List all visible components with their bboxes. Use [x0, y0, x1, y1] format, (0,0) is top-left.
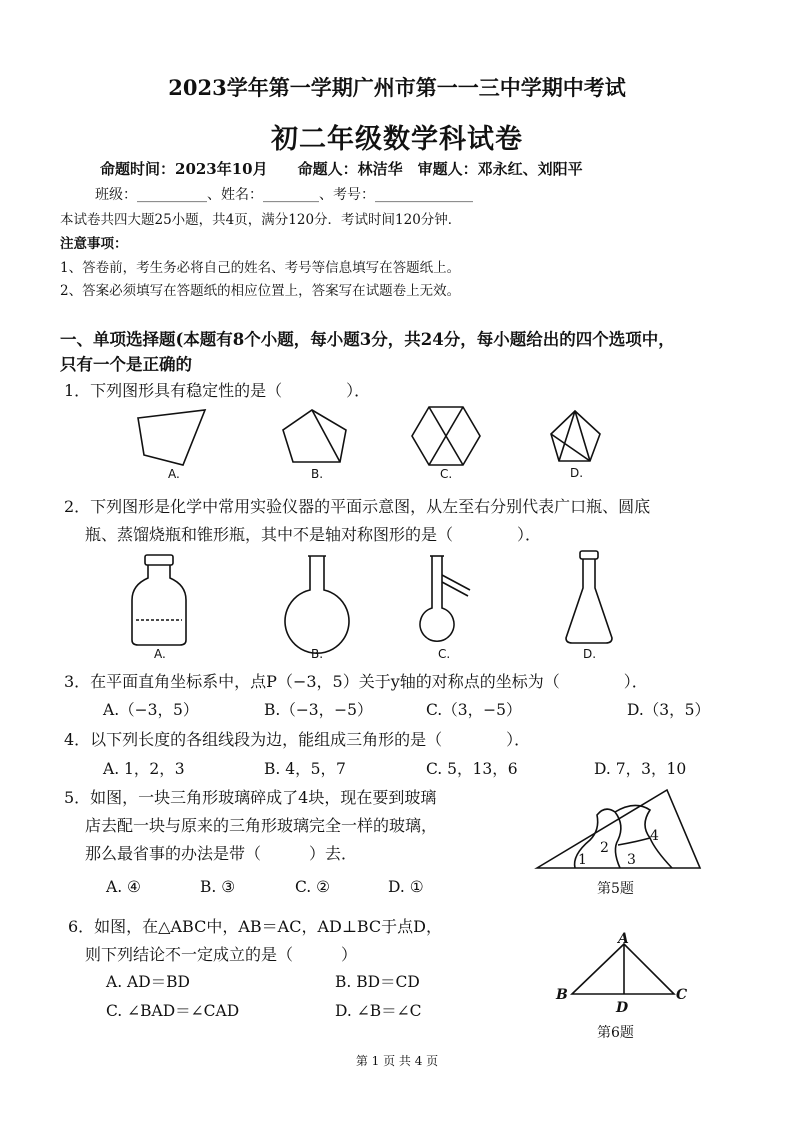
q5-stem-line3: 那么最省事的办法是带（ ）去．	[85, 844, 358, 863]
q5-option-b: B. ③	[200, 878, 236, 896]
q5-stem-line1: 5．如图，一块三角形玻璃碎成了4块，现在要到玻璃	[64, 788, 437, 807]
q1-stem: 1．下列图形具有稳定性的是（ ）．	[64, 381, 371, 400]
q4-option-d: D. 7，3，10	[594, 760, 687, 778]
q2-label-d: D.	[583, 647, 597, 661]
q6-point-b: B	[556, 987, 568, 1003]
notice-title: 注意事项：	[60, 236, 128, 252]
exam-subtitle: 初二年级数学科试卷	[271, 124, 523, 155]
q5-stem-line2: 店去配一块与原来的三角形玻璃完全一样的玻璃，	[85, 816, 438, 835]
q3-option-d: D.（3，5）	[627, 701, 711, 719]
q6-option-d: D. ∠B＝∠C	[335, 1002, 422, 1020]
notice-item-1: 1、答卷前，考生务必将自己的姓名、考号等信息填写在答题纸上。	[60, 260, 461, 276]
q6-option-c: C. ∠BAD＝∠CAD	[106, 1002, 240, 1020]
q6-point-c: C	[676, 987, 688, 1003]
q4-stem: 4．以下列长度的各组线段为边，能组成三角形的是（ ）．	[64, 730, 531, 749]
q5-option-a: A. ④	[106, 878, 141, 896]
q2-label-c: C.	[438, 647, 451, 661]
exam-title: 2023学年第一学期广州市第一一三中学期中考试	[168, 75, 626, 100]
q6-option-b: B. BD＝CD	[335, 973, 420, 991]
notice-item-2: 2、答案必须填写在答题纸的相应位置上，答案写在试题卷上无效。	[60, 283, 461, 299]
q5-piece-label-2: 2	[600, 840, 609, 856]
exam-info-line: 本试卷共四大题25小题，共4页，满分120分．考试时间120分钟．	[60, 212, 462, 228]
q4-option-c: C. 5，13，6	[426, 760, 518, 778]
q3-stem: 3．在平面直角坐标系中，点P（−3，5）关于y轴的对称点的坐标为（ ）．	[64, 672, 648, 691]
q6-point-d: D	[616, 1000, 629, 1016]
q3-option-a: A.（−3，5）	[103, 701, 199, 719]
q6-option-a: A. AD＝BD	[106, 973, 190, 991]
q5-piece-label-3: 3	[627, 852, 636, 868]
q5-piece-label-1: 1	[578, 852, 587, 868]
q1-label-a: A.	[168, 467, 180, 481]
q1-label-d: D.	[570, 466, 584, 480]
q4-option-b: B. 4，5，7	[264, 760, 346, 778]
section-1-title-line1: 一、单项选择题(本题有8个小题，每小题3分，共24分，每小题给出的四个选项中，	[60, 330, 675, 349]
q6-stem-line2: 则下列结论不一定成立的是（ ）	[85, 945, 358, 964]
q2-label-b: B.	[311, 647, 324, 661]
page-number: 第 1 页 共 4 页	[355, 1054, 439, 1068]
student-info-line: 班级：__________、姓名：________、考号：______________	[95, 187, 473, 203]
q3-option-b: B.（−3，−5）	[264, 701, 373, 719]
q6-figure-caption: 第6题	[597, 1025, 634, 1041]
q6-stem-line1: 6．如图，在△ABC中，AB＝AC，AD⊥BC于点D，	[68, 917, 443, 936]
q2-label-a: A.	[154, 647, 166, 661]
section-1-title-line2: 只有一个是正确的	[60, 355, 192, 374]
q6-point-a: A	[618, 931, 629, 947]
q1-label-c: C.	[440, 467, 453, 481]
q4-option-a: A. 1，2，3	[103, 760, 185, 778]
q5-option-c: C. ②	[295, 878, 331, 896]
meta-line: 命题时间：2023年10月 命题人：林洁华 审题人：邓永红、刘阳平	[100, 160, 583, 178]
q5-option-d: D. ①	[388, 878, 424, 896]
q3-option-c: C.（3，−5）	[426, 701, 522, 719]
q5-figure-caption: 第5题	[597, 881, 634, 897]
q2-stem-line2: 瓶、蒸馏烧瓶和锥形瓶，其中不是轴对称图形的是（ ）．	[85, 525, 542, 544]
q2-stem-line1: 2．下列图形是化学中常用实验仪器的平面示意图，从左至右分别代表广口瓶、圆底	[64, 497, 651, 516]
q5-piece-label-4: 4	[650, 828, 659, 844]
q1-label-b: B.	[311, 467, 324, 481]
